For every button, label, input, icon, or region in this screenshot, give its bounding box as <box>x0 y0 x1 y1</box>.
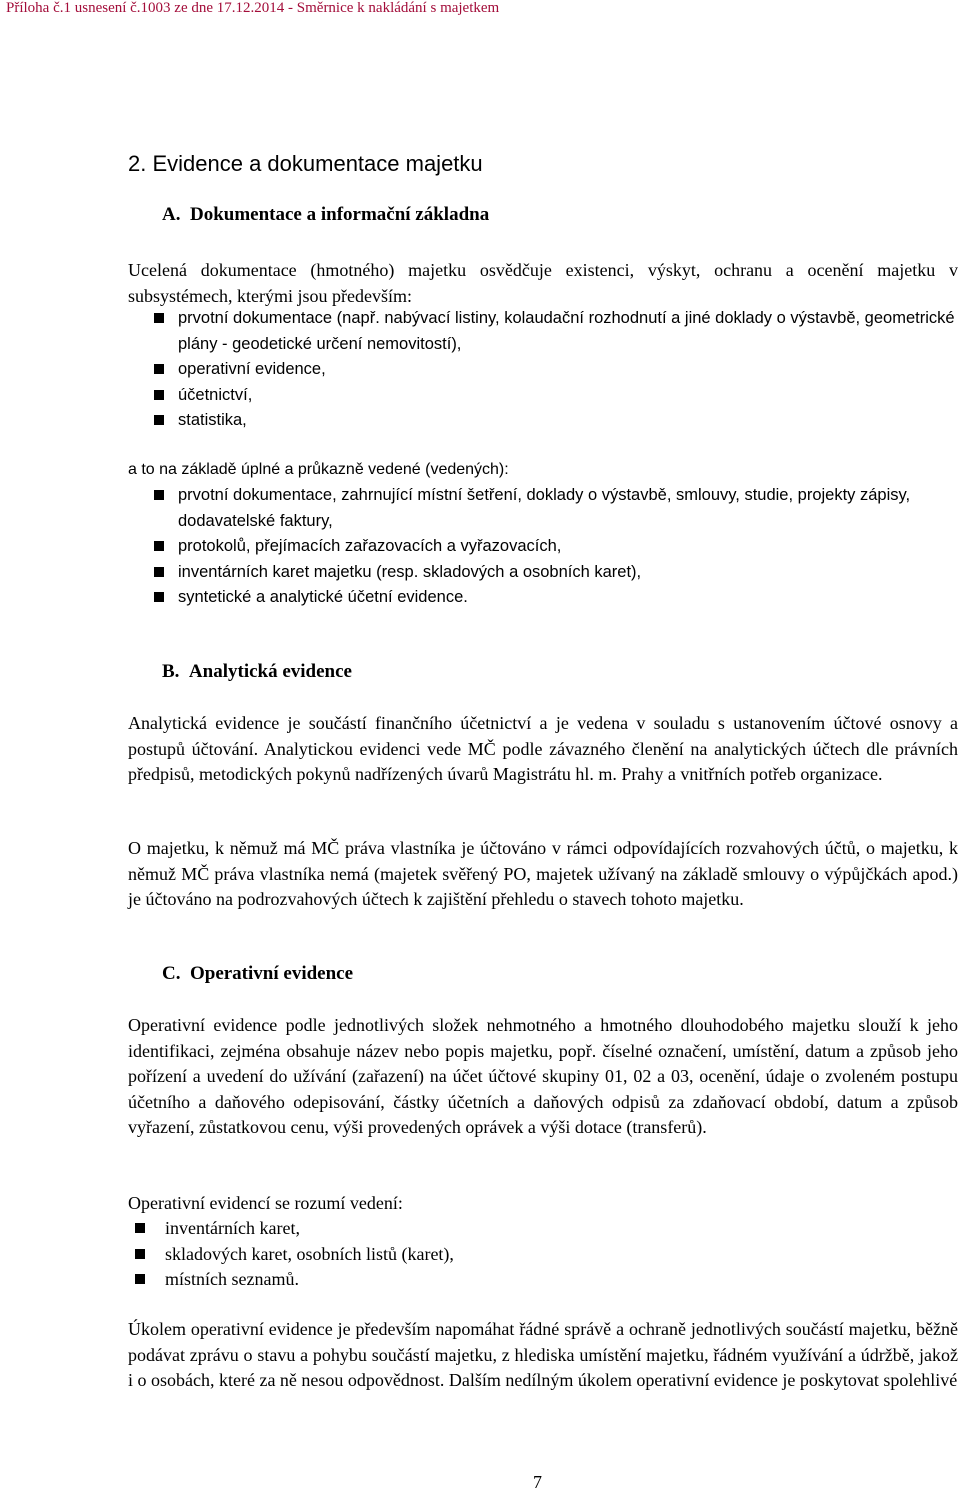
list-item: skladových karet, osobních listů (karet), <box>128 1242 958 1268</box>
section-c-paragraph-2: Úkolem operativní evidence je především napomáhat řádné správě a ochraně jednotlivých součástí majetku, běžně podávat zprávu o stavu a pohybu součástí majetku, z hlediska umístění majetku, řádném využívání a údržbě, jakož i o osobách, které za ně nesou odpovědnost. Dalším nedílným úkolem operativní evidence je poskytovat spolehlivé <box>128 1319 958 1390</box>
list-item: statistika, <box>128 408 958 434</box>
square-bullet-icon <box>154 364 164 374</box>
documentation-list <box>128 483 958 611</box>
square-bullet-icon <box>154 390 164 400</box>
list-item: operativní evidence, <box>128 357 958 383</box>
operative-evidence-list <box>128 1216 958 1293</box>
square-bullet-icon <box>135 1274 145 1284</box>
section-b-paragraph-2: O majetku, k němuž má MČ práva vlastníka je účtováno v rámci odpovídajících rozvahových účtů, o majetku, k němuž MČ práva vlastníka nemá (majetek svěřený PO, majetek užívaný na základě smlouvy o výpůjčkách apod.) je účtováno na podrozvahových účtech k zajištění přehledu o stavech tohoto majetku. <box>128 838 958 909</box>
square-bullet-icon <box>135 1223 145 1233</box>
square-bullet-icon <box>154 567 164 577</box>
list-item: účetnictví, <box>128 383 958 409</box>
section-a-heading: A. Dokumentace a informační základna <box>162 204 490 225</box>
square-bullet-icon <box>154 490 164 500</box>
list-item: protokolů, přejímacích zařazovacích a vyřazovacích, <box>128 534 958 560</box>
section-b-heading: B. Analytická evidence <box>162 661 352 682</box>
square-bullet-icon <box>154 541 164 551</box>
list-item: prvotní dokumentace (např. nabývací listiny, kolaudační rozhodnutí a jiné doklady o výstavbě, geometrické plány - geodetické určení nemovitostí), <box>128 306 958 357</box>
list-item: inventárních karet majetku (resp. skladových a osobních karet), <box>128 560 958 586</box>
section-a-intro: Ucelená dokumentace (hmotného) majetku osvědčuje existenci, výskyt, ochranu a ocenění majetku v subsystémech, kterými jsou především: <box>128 260 958 306</box>
section-c-paragraph-1: Operativní evidence podle jednotlivých složek nehmotného a hmotného dlouhodobého majetku slouží k jeho identifikaci, zejména obsahuje název nebo popis majetku, popř. číselné označení, umístění, datum a způsob jeho pořízení a uvedení do užívání (zařazení) na účet účtové skupiny 01, 02 a 03, ocenění, údaje o zvoleném postupu účetního a daňového odepisování, částky účetních a daňových odpisů za zdaňovací období, datum a způsob vyřazení, zůstatkovou cenu, výši provedených oprávek a výši dotace (transferů). <box>128 1015 958 1137</box>
list-item: prvotní dokumentace, zahrnující místní šetření, doklady o výstavbě, smlouvy, studie, projekty zápisy, dodavatelské faktury, <box>128 483 958 534</box>
section-c-heading: C. Operativní evidence <box>162 963 354 984</box>
section-b-paragraph-1: Analytická evidence je součástí finančního účetnictví a je vedena v souladu s ustanovením účtové osnovy a postupů účtování. Analytickou evidenci vede MČ podle závazného členění na analytických účtech dle právních předpisů, metodických pokynů nadřízených úvarů Magistrátu hl. m. Prahy a vnitřních potřeb organizace. <box>128 713 958 784</box>
list-item: syntetické a analytické účetní evidence. <box>128 585 958 611</box>
chapter-title: 2. Evidence a dokumentace majetku <box>128 151 483 176</box>
list-item: místních seznamů. <box>128 1267 958 1293</box>
document-header: Příloha č.1 usnesení č.1003 ze dne 17.12.2014 - Směrnice k nakládání s majetkem <box>6 0 500 16</box>
square-bullet-icon <box>154 313 164 323</box>
page-number: 7 <box>533 1472 542 1492</box>
subsystem-list <box>128 306 958 434</box>
section-a-basis: a to na základě úplné a průkazně vedené (vedených): <box>128 461 509 478</box>
section-c-intro: Operativní evidencí se rozumí vedení: <box>128 1193 403 1213</box>
square-bullet-icon <box>135 1249 145 1259</box>
list-item: inventárních karet, <box>128 1216 958 1242</box>
square-bullet-icon <box>154 415 164 425</box>
square-bullet-icon <box>154 592 164 602</box>
